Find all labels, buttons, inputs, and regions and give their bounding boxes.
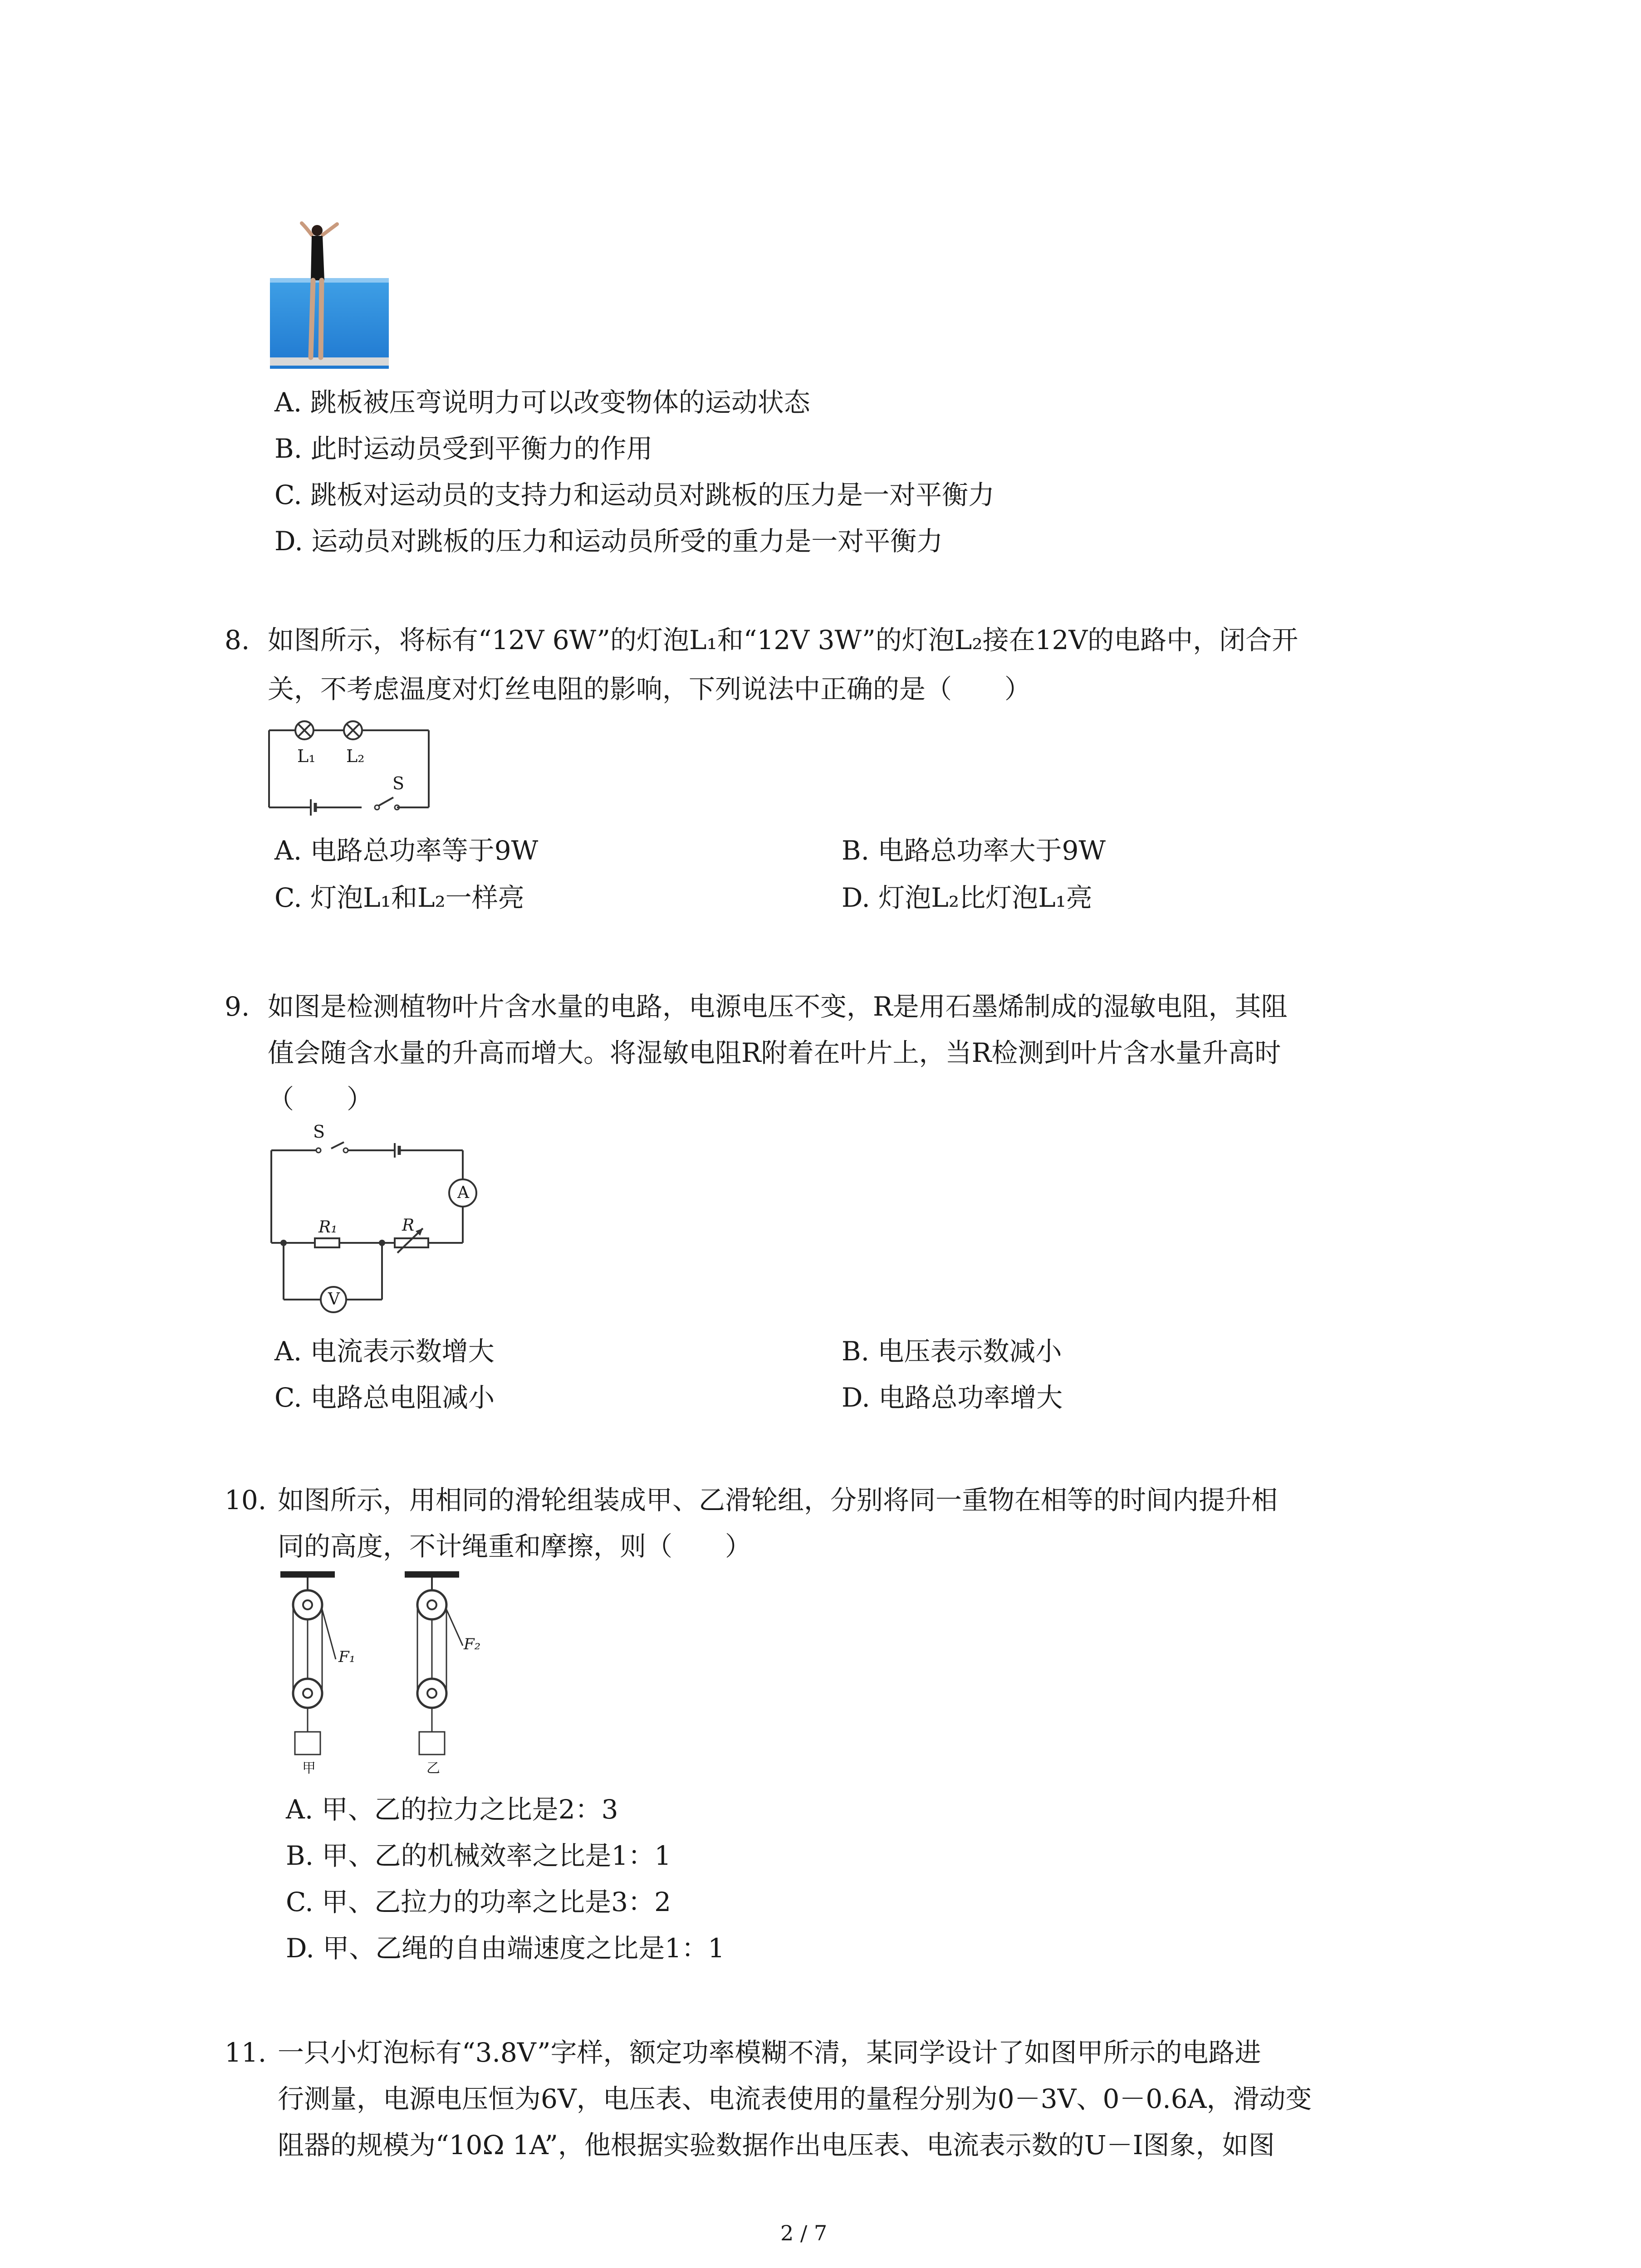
q10-number: 10. (225, 1485, 267, 1515)
q9-label-r1: R₁ (318, 1218, 338, 1237)
q8-option-c: C. 灯泡L₁和L₂一样亮 (274, 882, 524, 913)
q8-stem-line-2: 关，不考虑温度对灯丝电阻的影响，下列说法中正确的是（ ） (268, 674, 1031, 704)
q7-option-b: B. 此时运动员受到平衡力的作用 (274, 433, 653, 464)
q11-number: 11. (225, 2037, 267, 2068)
q9-stem-line-3: （ ） (268, 1084, 373, 1114)
q7-option-c: C. 跳板对运动员的支持力和运动员对跳板的压力是一对平衡力 (274, 479, 995, 510)
q11-stem-line-3: 阻器的规模为“10Ω 1A”，他根据实验数据作出电压表、电流表示数的U－I图象，如图 (278, 2130, 1275, 2160)
q10-option-d: D. 甲、乙绳的自由端速度之比是1：1 (286, 1933, 725, 1964)
q10-pulley-diagram (277, 1569, 490, 1782)
q9-option-c: C. 电路总电阻减小 (274, 1382, 495, 1413)
q9-label-ammeter: A (457, 1183, 469, 1202)
q8-circuit-diagram (265, 712, 445, 821)
q10-label-yi: 乙 (426, 1760, 440, 1776)
q8-option-b: B. 电路总功率大于9W (842, 835, 1106, 866)
page-number: 2 / 7 (780, 2221, 828, 2245)
q10-label-jia: 甲 (302, 1760, 316, 1776)
q9-option-a: A. 电流表示数增大 (274, 1336, 495, 1367)
diver-photo (270, 221, 389, 369)
q9-circuit-diagram (268, 1120, 485, 1329)
q9-option-d: D. 电路总功率增大 (842, 1382, 1063, 1413)
q10-option-b: B. 甲、乙的机械效率之比是1：1 (286, 1840, 671, 1871)
q7-option-d: D. 运动员对跳板的压力和运动员所受的重力是一对平衡力 (274, 526, 943, 557)
q8-label-l2: L₂ (346, 746, 365, 766)
q8-option-a: A. 电路总功率等于9W (274, 835, 539, 866)
q9-option-b: B. 电压表示数减小 (842, 1336, 1062, 1367)
q8-number: 8. (225, 625, 250, 655)
q9-stem-line-2: 值会随含水量的升高而增大。将湿敏电阻R附着在叶片上，当R检测到叶片含水量升高时 (268, 1037, 1281, 1068)
q9-stem-line-1: 如图是检测植物叶片含水量的电路，电源电压不变，R是用石墨烯制成的湿敏电阻，其阻 (268, 991, 1288, 1022)
q9-label-voltmeter: V (328, 1290, 340, 1309)
q8-option-d: D. 灯泡L₂比灯泡L₁亮 (842, 882, 1092, 913)
q9-label-r: R (402, 1216, 415, 1235)
q11-stem-line-1: 一只小灯泡标有“3.8V”字样，额定功率模糊不清，某同学设计了如图甲所示的电路进 (278, 2037, 1261, 2068)
q9-number: 9. (225, 991, 250, 1022)
q10-option-c: C. 甲、乙拉力的功率之比是3：2 (286, 1887, 671, 1917)
q8-stem-line-1: 如图所示，将标有“12V 6W”的灯泡L₁和“12V 3W”的灯泡L₂接在12V的电路中，闭合开 (268, 625, 1298, 655)
q8-label-l1: L₁ (297, 746, 316, 766)
q10-label-f2: F₂ (464, 1635, 481, 1653)
q9-label-s: S (313, 1122, 325, 1142)
q8-label-s: S (392, 773, 405, 793)
q7-option-a: A. 跳板被压弯说明力可以改变物体的运动状态 (274, 387, 810, 418)
q10-stem-line-1: 如图所示，用相同的滑轮组装成甲、乙滑轮组，分别将同一重物在相等的时间内提升相 (278, 1485, 1278, 1515)
q11-stem-line-2: 行测量，电源电压恒为6V，电压表、电流表使用的量程分别为0－3V、0－0.6A，滑动变 (278, 2083, 1312, 2114)
q10-stem-line-2: 同的高度，不计绳重和摩擦，则（ ） (278, 1531, 752, 1562)
q10-option-a: A. 甲、乙的拉力之比是2：3 (286, 1794, 618, 1825)
q10-label-f1: F₁ (338, 1648, 356, 1666)
